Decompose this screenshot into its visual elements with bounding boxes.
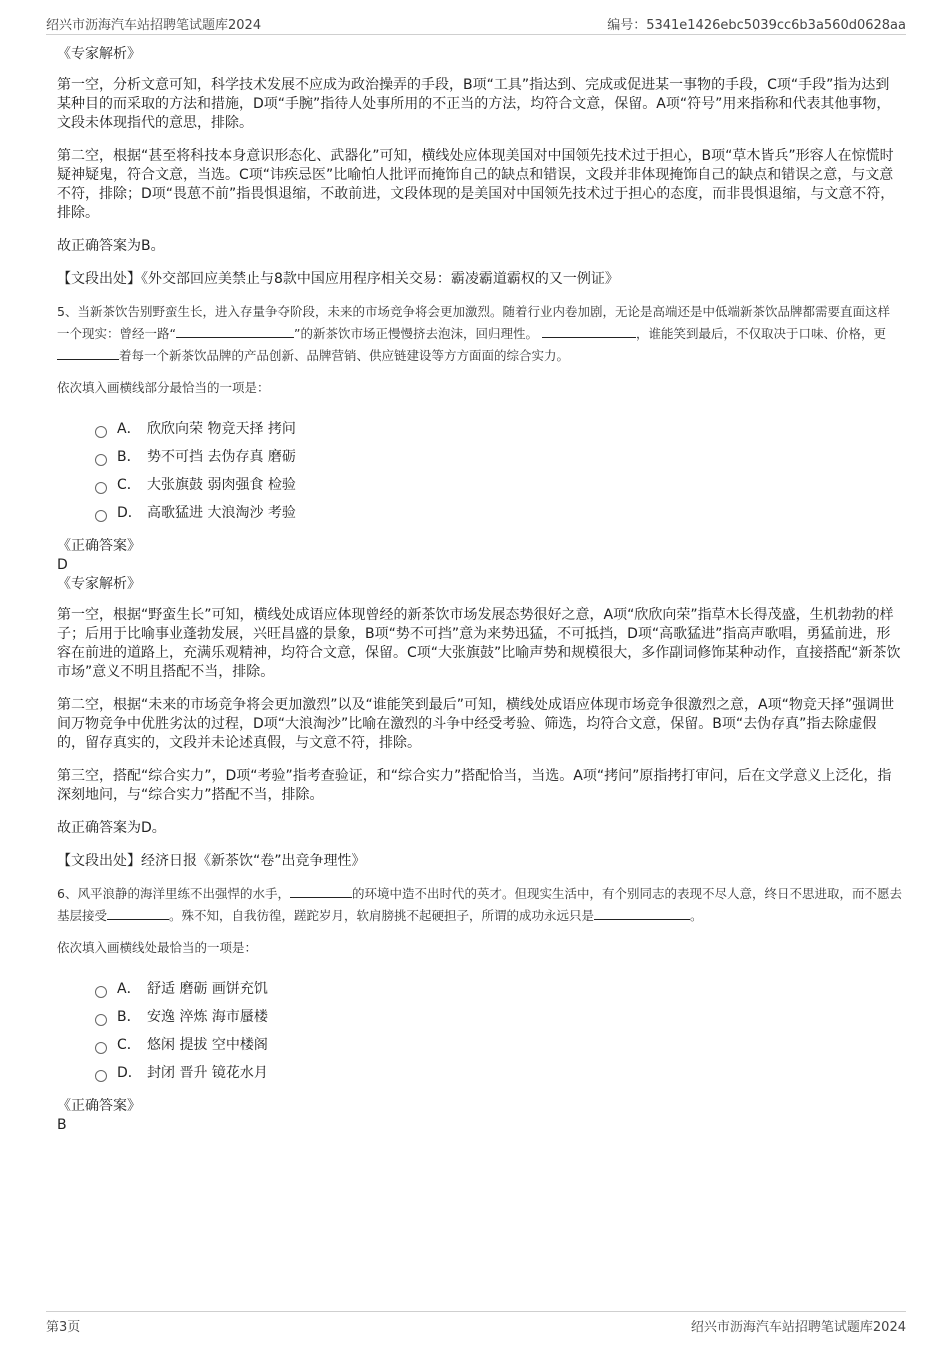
- q6-answer-title: 《正确答案》: [57, 1098, 141, 1114]
- q5-analysis-para2: 第二空，根据“未来的市场竞争将会更加激烈”以及“谁能笑到最后”可知，横线处成语应体现市场竞争很激烈之意，A项“物竞天择”强调世间万物竞争中优胜劣汰的过程，D项“大浪淘沙”比喻在激烈的斗争中经受考验、筛选，均符合文意，保留。B项“去伪存真”指去除虚假的，留存真实的，文段并未论述真假，与文意不符，排除。: [57, 697, 895, 751]
- q5-option-d[interactable]: D． 高歌猛进 大浪淘沙 考验: [95, 499, 902, 527]
- q6-stem: [57, 883, 902, 927]
- q6-options: [95, 975, 902, 1087]
- q5-blank-1: [176, 325, 294, 338]
- header-title: 绍兴市沥海汽车站招聘笔试题库2024: [46, 18, 262, 33]
- q4-analysis-title: 《专家解析》: [57, 46, 141, 62]
- q5-answer-title: 《正确答案》: [57, 538, 141, 554]
- q6-stem-part2: 的环境中造不出时代的英才。但现实生活中，有个别同志的表现不尽人意，终日不思进取，而不愿去基层接受: [57, 886, 902, 923]
- radio-icon[interactable]: [95, 426, 107, 438]
- radio-icon[interactable]: [95, 1014, 107, 1026]
- q5-blank-2: [542, 325, 636, 338]
- q6-option-c[interactable]: C． 悠闲 提拔 空中楼阁: [95, 1031, 902, 1059]
- radio-icon[interactable]: [95, 1042, 107, 1054]
- q5-prompt: 依次填入画横线部分最恰当的一项是：: [57, 380, 270, 395]
- q5-options: [95, 415, 902, 527]
- radio-icon[interactable]: [95, 1070, 107, 1082]
- q6-blank-2: [107, 907, 169, 920]
- radio-icon[interactable]: [95, 482, 107, 494]
- q4-source: 【文段出处】《外交部回应美禁止与8款中国应用程序相关交易：霸凌霸道霸权的又一例证》: [57, 271, 619, 287]
- q5-source: 【文段出处】经济日报《新茶饮“卷”出竞争理性》: [57, 853, 366, 869]
- q4-analysis-para1: 第一空，分析文意可知，科学技术发展不应成为政治操弄的手段，B项“工具”指达到、完成或促进某一事物的手段，C项“手段”指为达到某种目的而采取的方法和措施，D项“手腕”指待人处事所用的不正当的方法，均符合文意，保留。A项“符号”用来指称和代表其他事物，文段未体现指代的意思，排除。: [57, 77, 891, 131]
- q6-stem-part3: 。殊不知，自我彷徨，蹉跎岁月，软肩膀挑不起硬担子，所谓的成功永远只是: [169, 908, 595, 923]
- q6-stem-part4: 。: [690, 908, 703, 923]
- q6-option-d[interactable]: D． 封闭 晋升 镜花水月: [95, 1059, 902, 1087]
- q4-conclusion: 故正确答案为B。: [57, 238, 165, 254]
- radio-icon[interactable]: [95, 986, 107, 998]
- q5-stem-part3: ，谁能笑到最后，不仅取决于口味、价格，更: [635, 326, 886, 341]
- q5-answer: D: [57, 557, 68, 573]
- q5-analysis-para3: 第三空，搭配“综合实力”，D项“考验”指考查验证，和“综合实力”搭配恰当，当选。A项“拷问”原指拷打审问，后在文学意义上泛化，指深刻地问，与“综合实力”搭配不当，排除。: [57, 768, 892, 803]
- q5-stem: [57, 301, 902, 367]
- q4-analysis-para2: 第二空，根据“甚至将科技本身意识形态化、武器化”可知，横线处应体现美国对中国领先技术过于担心，B项“草木皆兵”形容人在惊慌时疑神疑鬼，符合文意，当选。C项“讳疾忌医”比喻怕人批评而掩饰自己的缺点和错误，文段并非体现掩饰自己的缺点和错误之意，与文意不符，排除；D项“畏葸不前”指畏惧退缩，不敢前进，文段体现的是美国对中国领先技术过于担心的态度，而非畏惧退缩，与文意不符，排除。: [57, 148, 895, 221]
- page-content: [57, 45, 902, 1135]
- q5-analysis-para1: 第一空，根据“野蛮生长”可知，横线处成语应体现曾经的新茶饮市场发展态势很好之意，A项“欣欣向荣”指草木长得茂盛，生机勃勃的样子；后用于比喻事业蓬勃发展，兴旺昌盛的景象，B项“势不可挡”意为来势迅猛，不可抵挡，D项“高歌猛进”指高声歌唱，勇猛前进，形容在前进的道路上，充满乐观精神，均符合文意，保留。C项“大张旗鼓”比喻声势和规模很大，多作副词修饰某种动作，直接搭配“新茶饮市场”意义不明且搭配不当，排除。: [57, 607, 901, 680]
- radio-icon[interactable]: [95, 510, 107, 522]
- document-id: 编号：5341e1426ebc5039cc6b3a560d0628aa: [607, 18, 906, 33]
- page-header: [46, 14, 906, 35]
- q6-stem-part1: 6、风平浪静的海洋里练不出强悍的水手，: [57, 886, 290, 901]
- q6-option-a[interactable]: A． 舒适 磨砺 画饼充饥: [95, 975, 902, 1003]
- q6-blank-3: [594, 907, 690, 920]
- q5-conclusion: 故正确答案为D。: [57, 820, 166, 836]
- page-footer: [46, 1311, 906, 1340]
- radio-icon[interactable]: [95, 454, 107, 466]
- page-number: 第3页: [46, 1320, 81, 1335]
- q6-answer: B: [57, 1117, 67, 1133]
- q6-option-b[interactable]: B． 安逸 淬炼 海市蜃楼: [95, 1003, 902, 1031]
- q6-prompt: 依次填入画横线处最恰当的一项是：: [57, 940, 258, 955]
- q5-stem-part4: 着每一个新茶饮品牌的产品创新、品牌营销、供应链建设等方方面面的综合实力。: [119, 348, 570, 363]
- q5-stem-part2: ”的新茶饮市场正慢慢挤去泡沫，回归理性。: [293, 326, 538, 341]
- q5-option-a[interactable]: A． 欣欣向荣 物竞天择 拷问: [95, 415, 902, 443]
- footer-title: 绍兴市沥海汽车站招聘笔试题库2024: [690, 1320, 906, 1335]
- q5-option-b[interactable]: B． 势不可挡 去伪存真 磨砺: [95, 443, 902, 471]
- q5-analysis-title: 《专家解析》: [57, 576, 141, 592]
- q5-option-c[interactable]: C． 大张旗鼓 弱肉强食 检验: [95, 471, 902, 499]
- q5-blank-3: [57, 347, 119, 360]
- q6-blank-1: [290, 885, 352, 898]
- q5-stem-part1: 5、当新茶饮告别野蛮生长，进入存量争夺阶段，未来的市场竞争将会更加激烈。随着行业内卷加剧，无论是高端还是中低端新茶饮品牌都需要直面这样一个现实：曾经一路“: [57, 304, 890, 341]
